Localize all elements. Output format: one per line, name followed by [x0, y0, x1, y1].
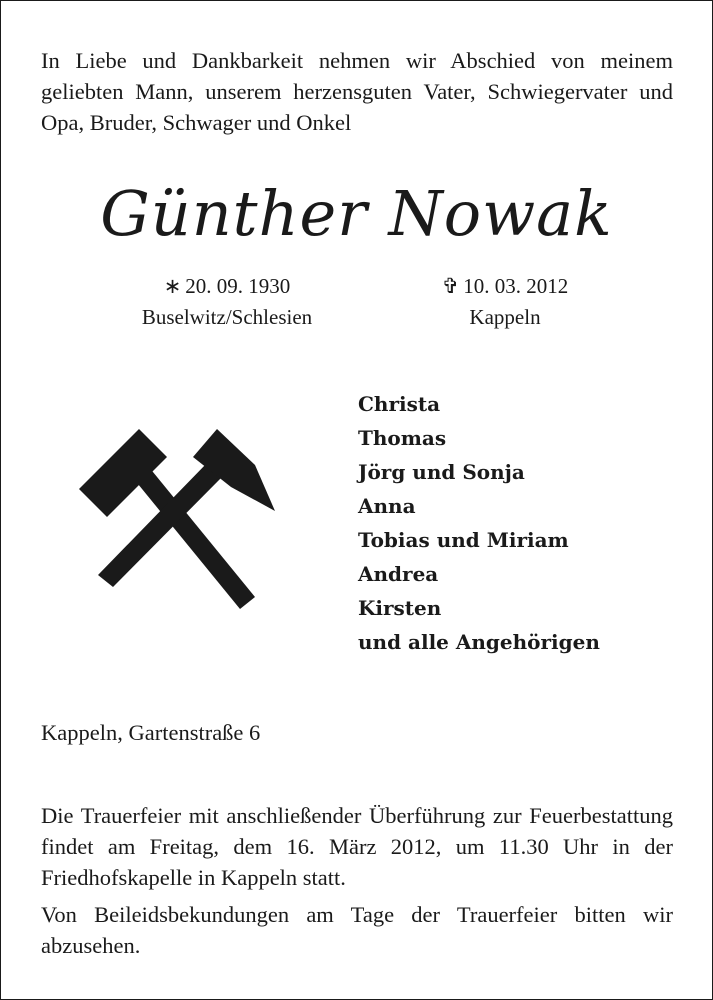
condolence-note: Von Beileidsbekundungen am Tage der Trauerfeier bitten wir abzusehen.: [41, 902, 673, 958]
family-member: Kirsten: [358, 596, 442, 620]
death-info: [380, 271, 630, 333]
death-date-line: [380, 271, 630, 302]
family-list: [358, 387, 600, 659]
family-member: Jörg und Sonja: [358, 460, 525, 484]
family-member: Thomas: [358, 426, 447, 450]
family-member: Tobias und Miriam: [358, 528, 569, 552]
family-member: und alle Angehörigen: [358, 630, 600, 654]
hammer-and-pick-icon: [71, 421, 281, 616]
intro-text: In Liebe und Dankbarkeit nehmen wir Abschied von meinem geliebten Mann, unserem herzensguten Vater, Schwiegervater und Opa, Bruder, Schwager und Onkel: [41, 48, 673, 135]
birth-date-line: [102, 271, 352, 302]
death-cross-icon: ✞: [441, 274, 460, 298]
birth-star-icon: ∗: [163, 274, 182, 298]
family-member: Andrea: [358, 562, 439, 586]
death-place: Kappeln: [469, 305, 541, 329]
family-member: Christa: [358, 392, 441, 416]
death-date: 10. 03. 2012: [463, 274, 569, 298]
birth-date: 20. 09. 1930: [185, 274, 291, 298]
birth-info: [102, 271, 352, 333]
deceased-name: Günther Nowak: [100, 177, 613, 250]
family-address: Kappeln, Gartenstraße 6: [41, 720, 261, 745]
birth-place: Buselwitz/Schlesien: [141, 305, 313, 329]
family-member: Anna: [358, 494, 416, 518]
funeral-service-text: Die Trauerfeier mit anschließender Überführung zur Feuerbestattung findet am Freitag, dem 16. März 2012, um 11.30 Uhr in der Friedhofskapelle in Kappeln statt.: [41, 803, 673, 890]
